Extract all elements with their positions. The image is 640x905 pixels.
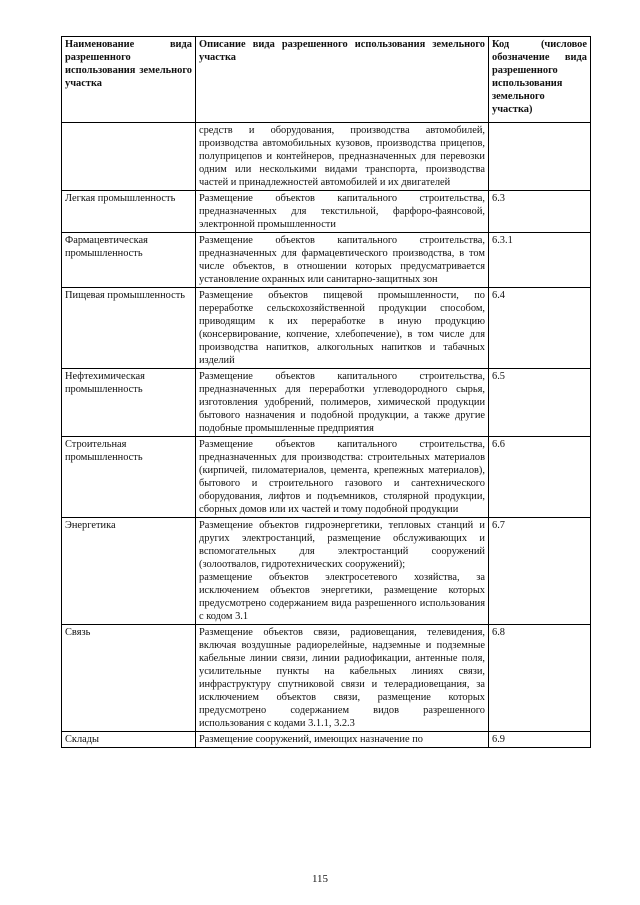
row-name: Энергетика [62, 518, 196, 625]
row-description: Размещение объектов капитального строительства, предназначенных для фармацевтического производства, в том числе объектов, в отношении которых предусматривается установление охранных или санитарно-защитных зон [196, 233, 489, 288]
table-row [62, 732, 591, 748]
table-row [62, 233, 591, 288]
row-code: 6.3.1 [489, 233, 591, 288]
row-description [196, 518, 489, 625]
table-header-row [62, 37, 591, 123]
page-number: 115 [311, 873, 329, 885]
table-row [62, 518, 591, 625]
row-code [489, 123, 591, 191]
row-code: 6.6 [489, 437, 591, 518]
row-name: Фармацевтическая промышленность [62, 233, 196, 288]
header-description: Описание вида разрешенного использования земельного участка [196, 37, 489, 123]
table-row [62, 191, 591, 233]
row-name [62, 123, 196, 191]
row-name: Строительная промышленность [62, 437, 196, 518]
row-description-part-2: размещение объектов электросетевого хозяйства, за исключением объектов энергетики, размещение которых предусмотрено содержанием вида разрешенного использования с кодом 3.1 [199, 572, 485, 622]
header-code: Код (числовое обозначение вида разрешенного использования земельного участка) [489, 37, 591, 123]
row-description: Размещение объектов капитального строительства, предназначенных для текстильной, фарфоро-фаянсовой, электронной промышленности [196, 191, 489, 233]
row-code: 6.3 [489, 191, 591, 233]
table-row [62, 123, 591, 191]
row-name: Нефтехимическая промышленность [62, 369, 196, 437]
row-code: 6.7 [489, 518, 591, 625]
row-name: Пищевая промышленность [62, 288, 196, 369]
table-row [62, 437, 591, 518]
row-description: Размещение объектов пищевой промышленности, по переработке сельскохозяйственной продукции способом, приводящим к их переработке в иную продукцию (консервирование, копчение, хлебопечение), в том числе для производства напитков, алкогольных напитков и табачных изделий [196, 288, 489, 369]
row-name: Склады [62, 732, 196, 748]
row-description: Размещение объектов связи, радиовещания, телевидения, включая воздушные радиорелейные, надземные и подземные кабельные линии связи, линии радиофикации, антенные поля, усилительные пункты на кабельных линиях связи, инфраструктуру спутниковой связи и телерадиовещания, за исключением объектов связи, размещение которых предусмотрено содержанием видов разрешенного использования с кодами 3.1.1, 3.2.3 [196, 625, 489, 732]
table-row [62, 288, 591, 369]
row-code: 6.8 [489, 625, 591, 732]
row-code: 6.4 [489, 288, 591, 369]
row-code: 6.5 [489, 369, 591, 437]
row-description: средств и оборудования, производства автомобилей, производства автомобильных кузовов, производства прицепов, полуприцепов и контейнеров, предназначенных для перевозки одним или несколькими видами транспорта, производства частей и принадлежностей автомобилей и их двигателей [196, 123, 489, 191]
row-description: Размещение сооружений, имеющих назначение по [196, 732, 489, 748]
row-name: Легкая промышленность [62, 191, 196, 233]
table-row [62, 625, 591, 732]
row-name: Связь [62, 625, 196, 732]
header-name: Наименование вида разрешенного использования земельного участка [62, 37, 196, 123]
land-use-table [61, 36, 591, 748]
row-code: 6.9 [489, 732, 591, 748]
row-description-part-1: Размещение объектов гидроэнергетики, тепловых станций и других электростанций, размещение обслуживающих и вспомогательных для электростанций сооружений (золоотвалов, гидротехнических сооружений); [199, 520, 485, 570]
row-description: Размещение объектов капитального строительства, предназначенных для производства: строительных материалов (кирпичей, пиломатериалов, цемента, крепежных материалов), бытового и строительного газового и сантехнического оборудования, лифтов и подъемников, столярной продукции, сборных домов или их частей и тому подобной продукции [196, 437, 489, 518]
row-description: Размещение объектов капитального строительства, предназначенных для переработки углеводородного сырья, изготовления удобрений, полимеров, химической продукции бытового назначения и подобной продукции, а также другие подобные промышленные предприятия [196, 369, 489, 437]
table-row [62, 369, 591, 437]
